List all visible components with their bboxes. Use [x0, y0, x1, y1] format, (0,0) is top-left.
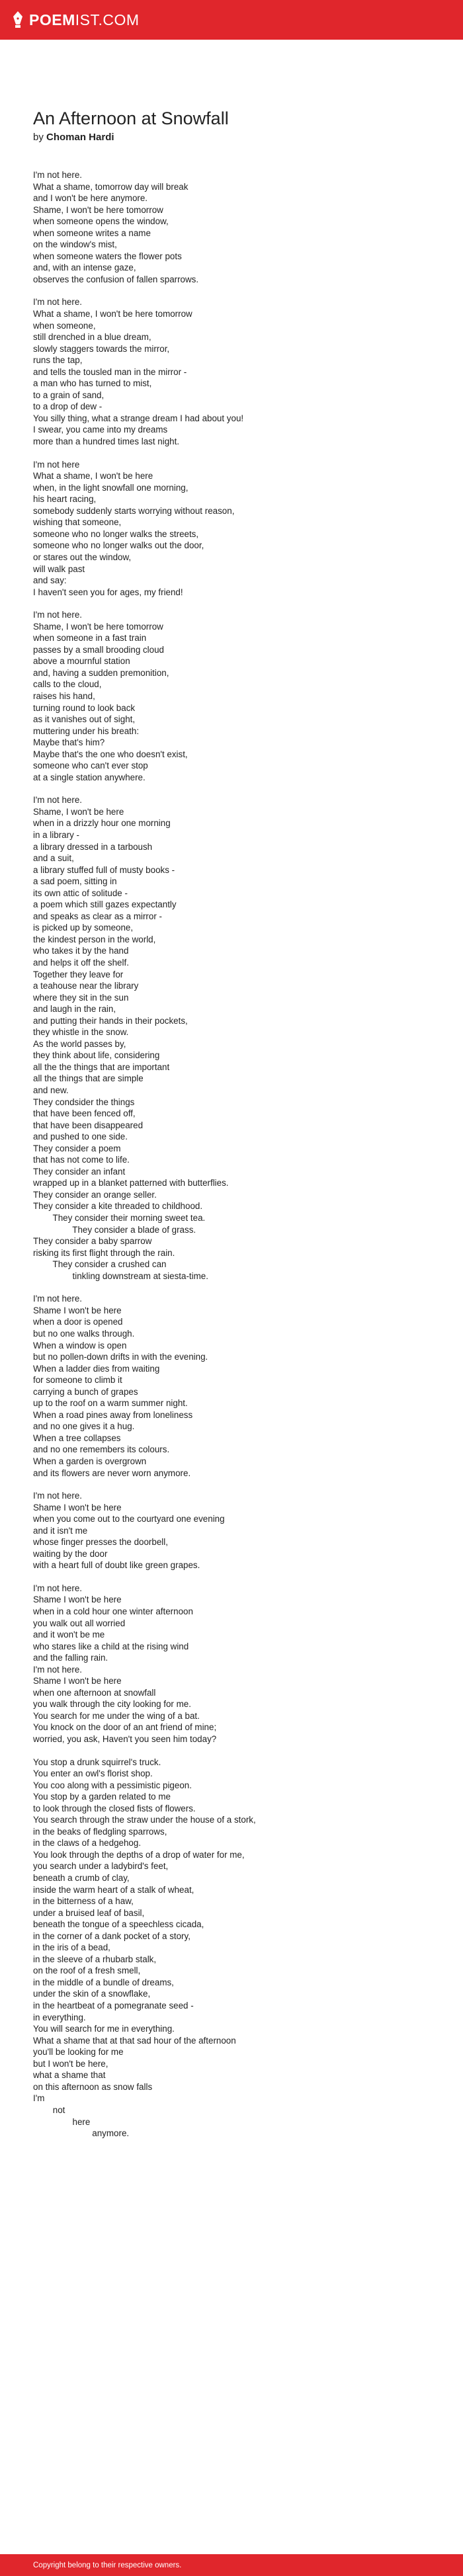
poem-line: Shame I won't be here: [33, 1305, 122, 1315]
poem-line: Shame I won't be here: [33, 1502, 122, 1513]
poem-line: and speaks as clear as a mirror -: [33, 911, 162, 921]
poem-line: who takes it by the hand: [33, 946, 129, 956]
poem-line: when in a drizzly hour one morning: [33, 818, 171, 829]
poem-line: I'm not here: [33, 459, 80, 470]
stanza: [33, 1293, 430, 1479]
poem-line: What a shame, tomorrow day will break: [33, 181, 189, 192]
poem-line: carrying a bunch of grapes: [33, 1386, 138, 1397]
poem-line: a library dressed in a tarboush: [33, 841, 153, 852]
poem-line: tinkling downstream at siesta-time.: [33, 1270, 208, 1281]
poem-line: on the roof of a fresh smell,: [33, 1966, 141, 1976]
poem-line: What a shame, I won't be here tomorrow: [33, 309, 192, 319]
poem-line: in the iris of a bead,: [33, 1942, 110, 1953]
poem-line: is picked up by someone,: [33, 923, 134, 933]
logo-text-light: IST.COM: [75, 11, 140, 28]
poem-line: in the beaks of fledgling sparrows,: [33, 1826, 167, 1837]
poem-line: As the world passes by,: [33, 1038, 126, 1049]
poem-line: someone who no longer walks out the door,: [33, 540, 204, 551]
poem-line: with a heart full of doubt like green grapes.: [33, 1560, 200, 1571]
poem-line: When a road pines away from loneliness: [33, 1409, 193, 1420]
poem-line: When a ladder dies from waiting: [33, 1363, 160, 1374]
poem-line: and its flowers are never worn anymore.: [33, 1468, 191, 1478]
poem-line: above a mournful station: [33, 656, 130, 667]
poem-line: all the the things that are important: [33, 1061, 170, 1072]
poem-line: and tells the tousled man in the mirror -: [33, 366, 187, 377]
poem-line: a library stuffed full of musty books -: [33, 864, 175, 875]
poem-line: will walk past: [33, 563, 85, 574]
poem-line: you walk out all worried: [33, 1618, 126, 1628]
poem-line: and new.: [33, 1085, 69, 1096]
poem-line: a sad poem, sitting in: [33, 876, 117, 887]
poem-line: that have been fenced off,: [33, 1108, 136, 1119]
poem-line: under the skin of a snowflake,: [33, 1989, 151, 1999]
poem-line: and the falling rain.: [33, 1653, 108, 1663]
poem-line: its own attic of solitude -: [33, 888, 128, 898]
poem-line: What a shame, I won't be here: [33, 471, 153, 481]
poem-line: that has not come to life.: [33, 1155, 130, 1165]
poem-line: They consider a baby sparrow: [33, 1236, 152, 1247]
poem-line: and, having a sudden premonition,: [33, 667, 169, 678]
poem-line: wishing that someone,: [33, 517, 122, 528]
poem-line: You search through the straw under the house of a stork,: [33, 1815, 256, 1825]
poem-line: I'm not here.: [33, 795, 83, 806]
stanza: [33, 169, 430, 285]
poem-line: to a drop of dew -: [33, 401, 103, 412]
stanza: [33, 1757, 430, 2140]
poem-line: more than a hundred times last night.: [33, 436, 180, 447]
poem-line: up to the roof on a warm summer night.: [33, 1398, 188, 1409]
poem-line: but I won't be here,: [33, 2058, 108, 2069]
poem-line: but no one walks through.: [33, 1328, 135, 1339]
poem-line: who stares like a child at the rising wind: [33, 1641, 189, 1651]
poem-line: when, in the light snowfall one morning,: [33, 482, 189, 493]
poem-line: You stop by a garden related to me: [33, 1792, 171, 1802]
poem-line: to a grain of sand,: [33, 390, 105, 400]
poem-line: You search for me under the wing of a bat.: [33, 1710, 200, 1721]
poem-line: a teahouse near the library: [33, 981, 139, 991]
poem-line: they whistle in the snow.: [33, 1027, 129, 1038]
poem-line: they think about life, considering: [33, 1050, 160, 1061]
poem-line: You look through the depths of a drop of water for me,: [33, 1849, 245, 1860]
poem-line: you search under a ladybird's feet,: [33, 1861, 169, 1872]
poem-line: a poem which still gazes expectantly: [33, 899, 177, 910]
stanza: [33, 1583, 430, 1745]
poem-line: the kindest person in the world,: [33, 934, 156, 944]
poem-line: and say:: [33, 575, 67, 586]
poem-line: not: [33, 2104, 65, 2115]
poem-body: [33, 169, 430, 2140]
poem-line: beneath a crumb of clay,: [33, 1873, 130, 1884]
poem-line: They condsider the things: [33, 1097, 135, 1107]
poem-line: risking its first flight through the rain.: [33, 1247, 175, 1258]
poem-line: waiting by the door: [33, 1548, 108, 1559]
poem-line: When a garden is overgrown: [33, 1456, 147, 1466]
poem-line: but no pollen-down drifts in with the evening.: [33, 1352, 208, 1362]
poem-line: when someone waters the flower pots: [33, 251, 182, 261]
poem-line: someone who can't ever stop: [33, 761, 148, 771]
stanza: [33, 794, 430, 1282]
poem-line: and I won't be here anymore.: [33, 193, 148, 204]
by-label: by: [33, 132, 44, 143]
poem-line: I'm not here.: [33, 1491, 83, 1501]
poem-line: You knock on the door of an ant friend of mine;: [33, 1722, 217, 1733]
poem-line: you'll be looking for me: [33, 2047, 124, 2057]
poem-line: Maybe that's him?: [33, 737, 105, 748]
poem-line: Together they leave for: [33, 969, 124, 979]
poem-line: whose finger presses the doorbell,: [33, 1537, 168, 1548]
poem-line: I haven't seen you for ages, my friend!: [33, 587, 183, 597]
poem-line: You silly thing, what a strange dream I had about you!: [33, 413, 244, 423]
poem-line: wrapped up in a blanket patterned with butterflies.: [33, 1178, 229, 1188]
poem-line: You enter an owl's florist shop.: [33, 1768, 153, 1779]
poem-line: I'm not here.: [33, 1294, 83, 1304]
poem-line: turning round to look back: [33, 702, 136, 713]
poem-line: what a shame that: [33, 2070, 106, 2081]
poem-line: and laugh in the rain,: [33, 1004, 116, 1015]
byline: [33, 132, 430, 143]
poem-line: Shame, I won't be here tomorrow: [33, 204, 163, 215]
poem-line: when one afternoon at snowfall: [33, 1687, 156, 1698]
copyright-text: Copyright belong to their respective owners.: [33, 2561, 182, 2569]
poem-line: worried, you ask, Haven't you seen him today?: [33, 1734, 217, 1744]
poem-line: in everything.: [33, 2012, 86, 2022]
poem-line: They consider a kite threaded to childhood.: [33, 1201, 203, 1212]
stanza: [33, 1490, 430, 1571]
poem-line: for someone to climb it: [33, 1375, 122, 1386]
poem-line: I'm not here.: [33, 1664, 83, 1675]
poem-line: I'm not here.: [33, 170, 83, 180]
poem-line: you walk through the city looking for me.: [33, 1699, 191, 1710]
poem-line: They consider a poem: [33, 1143, 121, 1153]
site-logo[interactable]: [12, 11, 140, 29]
poem-line: Shame, I won't be here tomorrow: [33, 621, 163, 632]
poem-line: I'm not here.: [33, 297, 83, 308]
poem-line: in the bitterness of a haw,: [33, 1896, 134, 1907]
poem-line: and, with an intense gaze,: [33, 263, 136, 273]
poem-line: all the things that are simple: [33, 1073, 144, 1084]
logo-text-bold: POEM: [29, 11, 75, 28]
poem-line: someone who no longer walks the streets,: [33, 528, 199, 539]
poem-line: when someone writes a name: [33, 228, 151, 238]
author-name[interactable]: Choman Hardi: [46, 132, 114, 143]
poem-line: and a suit,: [33, 853, 74, 864]
poem-line: and helps it off the shelf.: [33, 958, 129, 968]
poem-line: where they sit in the sun: [33, 992, 129, 1003]
poem-line: in the claws of a hedgehog.: [33, 1838, 142, 1849]
poem-line: passes by a small brooding cloud: [33, 644, 164, 655]
poem-line: When a window is open: [33, 1340, 127, 1350]
poem-line: that have been disappeared: [33, 1120, 144, 1130]
pen-nib-icon: [12, 11, 24, 28]
poem-line: raises his hand,: [33, 690, 95, 701]
poem-line: Shame I won't be here: [33, 1676, 122, 1686]
poem-container: [0, 40, 463, 2140]
poem-line: slowly staggers towards the mirror,: [33, 343, 170, 354]
poem-line: When a tree collapses: [33, 1433, 121, 1443]
poem-line: inside the warm heart of a stalk of wheat,: [33, 1884, 194, 1895]
poem-line: Maybe that's the one who doesn't exist,: [33, 749, 188, 759]
poem-line: I'm not here.: [33, 1583, 83, 1593]
stanza: [33, 296, 430, 447]
poem-line: at a single station anywhere.: [33, 772, 146, 782]
poem-line: and putting their hands in their pockets,: [33, 1015, 188, 1026]
poem-line: Shame, I won't be here: [33, 806, 124, 817]
poem-line: I'm not here.: [33, 610, 83, 620]
poem-line: to look through the closed fists of flowers.: [33, 1803, 196, 1813]
poem-line: a man who has turned to mist,: [33, 378, 152, 389]
poem-line: when in a cold hour one winter afternoon: [33, 1606, 193, 1616]
poem-line: They consider a crushed can: [33, 1259, 167, 1270]
site-footer: [0, 2554, 463, 2576]
poem-line: muttering under his breath:: [33, 726, 140, 736]
poem-line: when someone,: [33, 320, 96, 331]
poem-line: on the window's mist,: [33, 239, 117, 250]
poem-line: or stares out the window,: [33, 552, 132, 562]
poem-line: anymore.: [33, 2128, 130, 2139]
poem-line: and no one remembers its colours.: [33, 1444, 170, 1455]
poem-line: runs the tap,: [33, 355, 83, 366]
poem-line: and pushed to one side.: [33, 1132, 128, 1142]
stanza: [33, 459, 430, 599]
poem-line: You stop a drunk squirrel's truck.: [33, 1757, 161, 1767]
poem-line: They consider their morning sweet tea.: [33, 1213, 206, 1224]
poem-line: and it won't be me: [33, 1630, 105, 1640]
poem-line: in the middle of a bundle of dreams,: [33, 1977, 174, 1987]
poem-line: here: [33, 2116, 91, 2127]
poem-line: in a library -: [33, 829, 79, 840]
poem-line: when a door is opened: [33, 1317, 123, 1327]
poem-line: You will search for me in everything.: [33, 2024, 175, 2034]
poem-line: I'm: [33, 2093, 45, 2104]
poem-line: and no one gives it a hug.: [33, 1421, 135, 1432]
poem-line: in the sleeve of a rhubarb stalk,: [33, 1954, 157, 1964]
poem-line: observes the confusion of fallen sparrows.: [33, 274, 199, 284]
poem-line: when someone in a fast train: [33, 633, 147, 644]
poem-line: I swear, you came into my dreams: [33, 425, 168, 435]
poem-line: as it vanishes out of sight,: [33, 714, 136, 725]
poem-line: somebody suddenly starts worrying without reason,: [33, 505, 235, 516]
poem-line: on this afternoon as snow falls: [33, 2081, 153, 2092]
poem-line: under a bruised leaf of basil,: [33, 1907, 145, 1918]
poem-line: when someone opens the window,: [33, 216, 169, 227]
poem-line: and it isn't me: [33, 1525, 88, 1536]
poem-line: his heart racing,: [33, 494, 97, 505]
poem-line: still drenched in a blue dream,: [33, 332, 151, 343]
poem-line: What a shame that at that sad hour of the afternoon: [33, 2035, 236, 2046]
site-header: [0, 0, 463, 40]
stanza: [33, 609, 430, 783]
poem-line: They consider an orange seller.: [33, 1189, 157, 1200]
poem-line: calls to the cloud,: [33, 679, 102, 690]
poem-line: in the heartbeat of a pomegranate seed -: [33, 2001, 194, 2011]
poem-line: They consider an infant: [33, 1166, 126, 1177]
poem-line: in the corner of a dank pocket of a story,: [33, 1931, 190, 1941]
poem-line: They consider a blade of grass.: [33, 1224, 196, 1235]
poem-line: You coo along with a pessimistic pigeon.: [33, 1780, 192, 1790]
poem-line: beneath the tongue of a speechless cicada,: [33, 1919, 204, 1930]
poem-line: when you come out to the courtyard one evening: [33, 1514, 225, 1524]
poem-line: Shame I won't be here: [33, 1595, 122, 1605]
poem-title: An Afternoon at Snowfall: [33, 108, 229, 128]
